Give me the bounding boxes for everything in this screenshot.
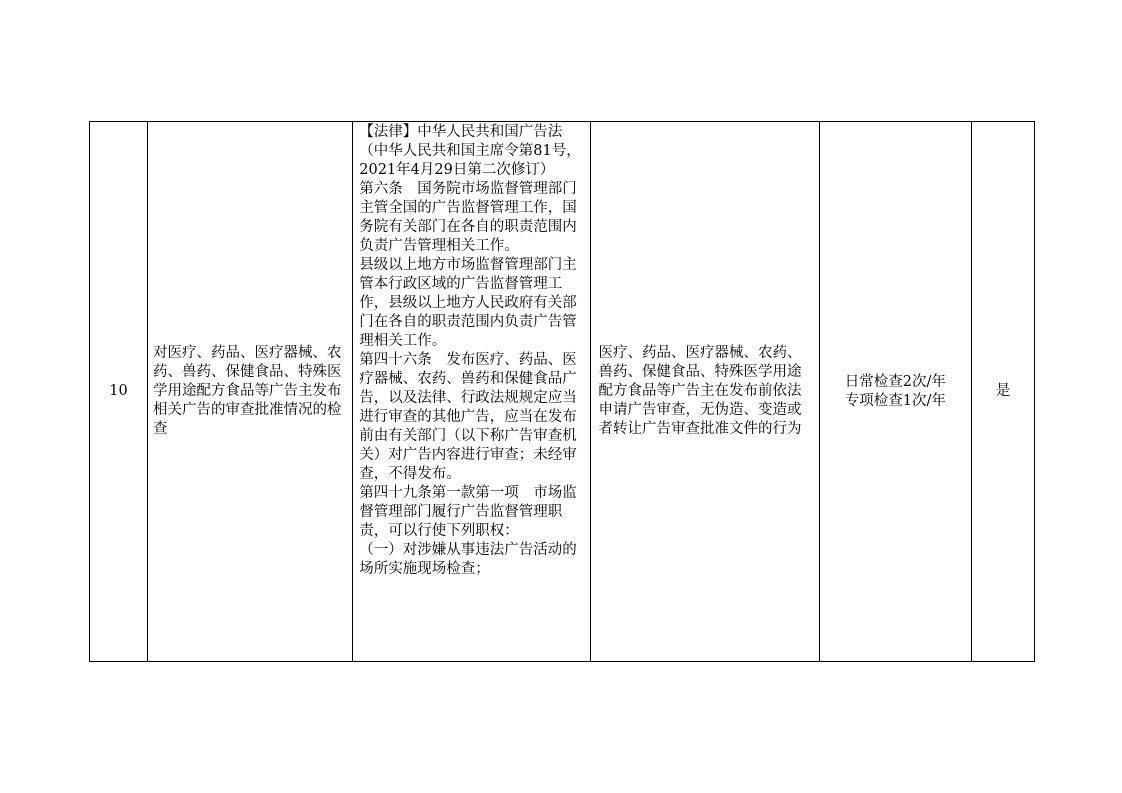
inspection-subject-text: 医疗、药品、医疗器械、农药、兽药、保健食品、特殊医学用途配方食品等广告主在发布前依法申请广告审查，无伪造、变造或者转让广告审查批准文件的行为	[598, 345, 802, 437]
inspection-item-cell	[148, 122, 353, 662]
legal-basis-article-6: 第六条 国务院市场监督管理部门主管全国的广告监督管理工作，国务院有关部门在各自的职责范围内负责广告管理相关工作。	[359, 181, 577, 254]
legal-basis-title: 【法律】中华人民共和国广告法（中华人民共和国主席令第81号，2021年4月29日第二次修订）	[359, 124, 581, 178]
row-number: 10	[109, 383, 128, 399]
legal-basis-article-46: 第四十六条 发布医疗、药品、医疗器械、农药、兽药和保健食品广告，以及法律、行政法规规定应当进行审查的其他广告，应当在发布前由有关部门（以下称广告审查机关）对广告内容进行审查；未经审查，不得发布。	[359, 352, 577, 482]
special-inspection-frequency: 专项检查1次/年	[844, 392, 946, 409]
routine-inspection-frequency: 日常检查2次/年	[844, 373, 946, 390]
legal-basis-cell	[353, 122, 590, 662]
legal-basis-article-49: 第四十九条第一款第一项 市场监督管理部门履行广告监督管理职责，可以行使下列职权：	[359, 485, 577, 539]
flag-value: 是	[995, 383, 1011, 399]
table-row	[90, 122, 1035, 662]
inspection-item-text: 对医疗、药品、医疗器械、农药、兽药、保健食品、特殊医学用途配方食品等广告主发布相关广告的审查批准情况的检查	[153, 345, 342, 437]
inspection-table	[89, 121, 1035, 662]
row-number-cell	[90, 122, 148, 662]
inspection-subject-cell	[590, 122, 819, 662]
legal-basis-article-6-local: 县级以上地方市场监督管理部门主管本行政区域的广告监督管理工作，县级以上地方人民政府有关部门在各自的职责范围内负责广告管理相关工作。	[359, 257, 577, 349]
legal-basis-article-49-item-1: （一）对涉嫌从事违法广告活动的场所实施现场检查；	[359, 542, 577, 577]
inspection-frequency-cell	[819, 122, 971, 662]
flag-cell	[971, 122, 1034, 662]
legal-basis-text	[353, 122, 589, 579]
